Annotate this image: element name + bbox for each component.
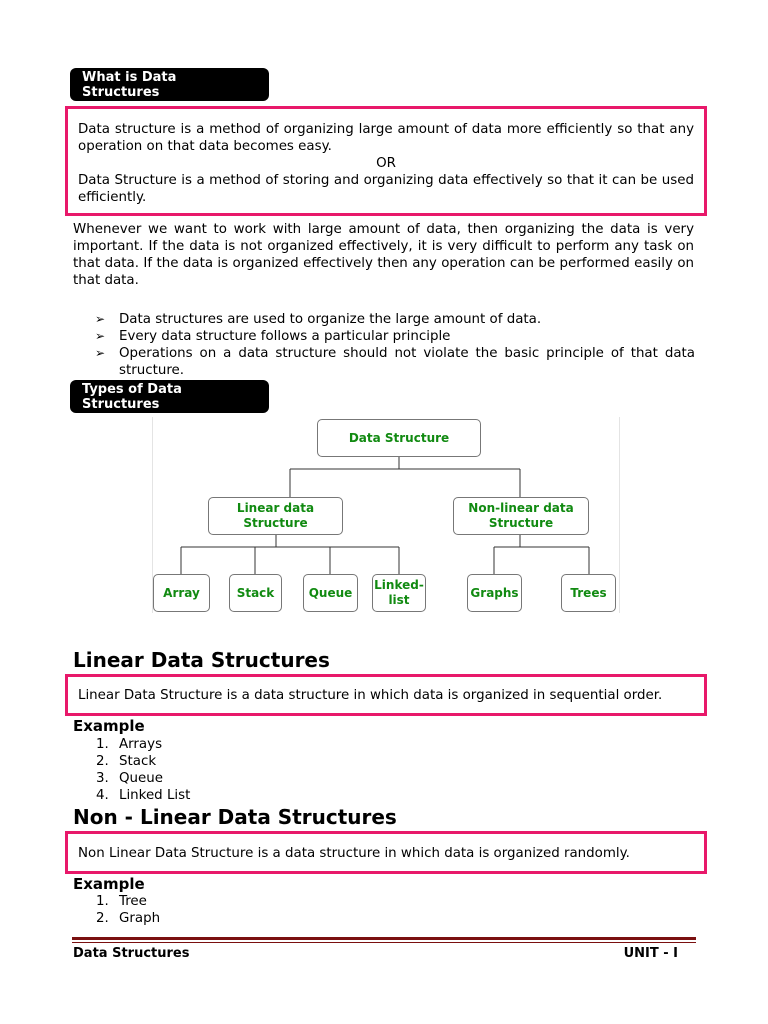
nonlinear-example-list [96, 893, 160, 927]
definition-1: Data structure is a method of organizing large amount of data more efficiently so that any operation on that data becomes easy. [78, 122, 694, 154]
bullet-item: ➢ Operations on a data structure should not violate the basic principle of that data structure. [95, 346, 695, 378]
list-item: 1. Tree [96, 894, 147, 909]
bullet-item: ➢ Every data structure follows a particular principle [95, 329, 451, 344]
nonlinear-definition-box [65, 831, 707, 874]
node-stack: Stack [229, 574, 282, 612]
section-title-text: Types of Data Structures [82, 381, 182, 412]
node-linked-list: Linked-list [372, 574, 426, 612]
list-item: 2. Graph [96, 911, 161, 926]
heading-nonlinear: Non - Linear Data Structures [73, 805, 397, 829]
section-title-types-of-data-structures [70, 380, 269, 413]
arrow-bullet-icon: ➢ [95, 329, 106, 343]
list-item: 3. Queue [96, 771, 163, 786]
footer-title: Data Structures [73, 946, 190, 961]
footer-rule-thick [72, 937, 696, 940]
list-item: 1. Arrays [96, 737, 163, 752]
footer-unit: UNIT - I [623, 946, 678, 961]
node-graphs: Graphs [467, 574, 522, 612]
node-queue: Queue [303, 574, 358, 612]
footer-rule-thin [72, 942, 696, 943]
arrow-bullet-icon: ➢ [95, 312, 106, 326]
section-title-what-is-data-structures [70, 68, 269, 101]
nonlinear-definition: Non Linear Data Structure is a data structure in which data is organized randomly. [78, 846, 630, 861]
bullet-item: ➢ Data structures are used to organize the large amount of data. [95, 312, 542, 327]
or-separator: OR [376, 156, 396, 171]
nonlinear-example-label: Example [73, 875, 145, 893]
heading-linear: Linear Data Structures [73, 648, 330, 672]
node-array: Array [153, 574, 210, 612]
definition-box [65, 106, 707, 216]
data-structure-tree-diagram [152, 417, 620, 613]
node-linear: Linear data Structure [208, 497, 343, 535]
linear-definition-box [65, 674, 707, 716]
node-trees: Trees [561, 574, 616, 612]
list-item: 4. Linked List [96, 788, 191, 803]
node-nonlinear: Non-linear data Structure [453, 497, 589, 535]
linear-definition: Linear Data Structure is a data structure in which data is organized in sequential order. [78, 688, 663, 703]
definition-2: Data Structure is a method of storing and organizing data effectively so that it can be used efficiently. [78, 173, 694, 205]
list-item: 2. Stack [96, 754, 157, 769]
linear-example-label: Example [73, 717, 145, 735]
arrow-bullet-icon: ➢ [95, 346, 106, 360]
section-title-text: What is Data Structures [82, 69, 177, 100]
linear-example-list [96, 736, 190, 804]
bullet-list [95, 311, 695, 379]
node-data-structure: Data Structure [317, 419, 481, 457]
intro-paragraph: Whenever we want to work with large amount of data, then organizing the data is very important. If the data is not organized effectively, it is very difficult to perform any task on that data. If the data is organized effectively then any operation can be performed easily on that data. [73, 222, 694, 288]
